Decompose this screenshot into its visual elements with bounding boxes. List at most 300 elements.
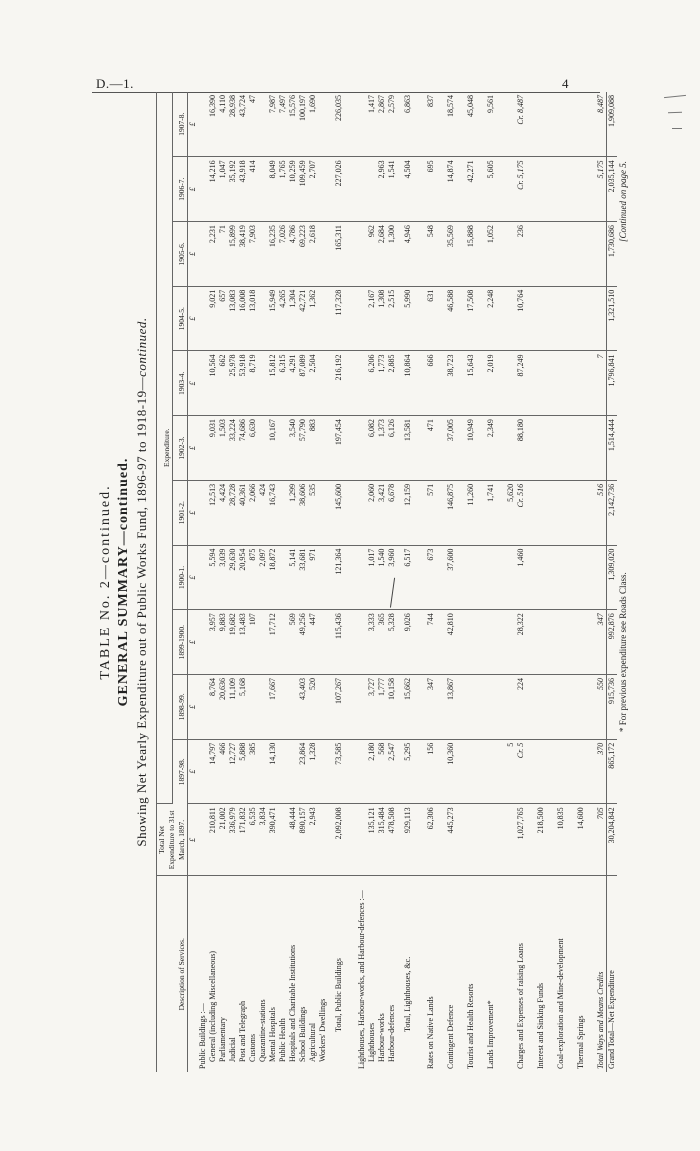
value-cell bbox=[586, 480, 607, 545]
value-text: 2,019 bbox=[486, 354, 495, 373]
value-cell bbox=[496, 222, 526, 287]
value-cell bbox=[298, 92, 308, 157]
column-header-year: 1905-6. bbox=[172, 222, 188, 287]
value-cell bbox=[397, 286, 416, 351]
value-cell bbox=[436, 286, 456, 351]
row-label: Public Buildings :— bbox=[198, 1003, 207, 1069]
value-cell bbox=[198, 157, 208, 222]
value-cell bbox=[288, 674, 298, 739]
value-cell bbox=[298, 222, 308, 287]
value-cell bbox=[248, 804, 258, 876]
unit-cell: £ bbox=[188, 286, 199, 351]
value-cell bbox=[258, 416, 268, 481]
table-row bbox=[436, 92, 456, 1072]
value-text: 227,026 bbox=[334, 160, 343, 187]
value-cell bbox=[607, 674, 618, 739]
value-text: 385 bbox=[248, 742, 257, 755]
value-cell bbox=[198, 92, 208, 157]
table-row bbox=[586, 92, 607, 1072]
value-cell bbox=[416, 416, 436, 481]
row-label: Contingent Defence bbox=[446, 1004, 455, 1069]
value-cell bbox=[318, 804, 328, 876]
value-cell bbox=[298, 674, 308, 739]
value-cell bbox=[328, 286, 347, 351]
value-cell bbox=[228, 480, 238, 545]
value-cell bbox=[387, 222, 397, 287]
value-text: 9,026 bbox=[403, 613, 412, 632]
value-cell bbox=[416, 157, 436, 222]
unit-cell: £ bbox=[188, 545, 199, 610]
value-cell bbox=[416, 286, 436, 351]
value-cell bbox=[456, 351, 476, 416]
unit-row bbox=[188, 92, 199, 1072]
value-cell bbox=[208, 92, 218, 157]
row-label: Coal-exploration and Mine-development bbox=[556, 938, 565, 1069]
footnote-roads: * For previous expenditure see Roads Class. bbox=[618, 572, 628, 732]
value-cell bbox=[377, 286, 387, 351]
value-cell bbox=[308, 674, 318, 739]
value-cell bbox=[298, 351, 308, 416]
value-text: 5,328 bbox=[387, 613, 396, 632]
value-text: 568 bbox=[377, 742, 386, 755]
value-cell bbox=[218, 545, 228, 610]
value-text: 21,002 bbox=[218, 807, 227, 830]
value-text: 37,005 bbox=[446, 419, 455, 442]
value-cell bbox=[416, 480, 436, 545]
value-text: 9,021 bbox=[208, 289, 217, 308]
column-header-year: 1906-7. bbox=[172, 157, 188, 222]
value-cell bbox=[566, 804, 586, 876]
value-cell bbox=[586, 416, 607, 481]
row-label: Charges and Expenses of raising Loans bbox=[516, 943, 525, 1069]
value-text: 1,052 bbox=[486, 225, 495, 244]
value-cell bbox=[208, 286, 218, 351]
value-text: 6,863 bbox=[403, 95, 412, 113]
margin-mark bbox=[668, 112, 682, 113]
value-text: 1,027,765 bbox=[516, 807, 525, 840]
value-text: 115,436 bbox=[334, 613, 343, 639]
value-cell bbox=[347, 92, 367, 157]
value-cell bbox=[288, 286, 298, 351]
value-text: 4,291 bbox=[288, 354, 297, 373]
value-text: 1,741 bbox=[486, 483, 495, 502]
table-row bbox=[278, 92, 288, 1072]
value-cell bbox=[496, 674, 526, 739]
value-text: 929,113 bbox=[403, 807, 412, 834]
value-text: 3,957 bbox=[208, 613, 217, 632]
value-cell bbox=[347, 674, 367, 739]
value-text: 145,600 bbox=[334, 483, 343, 510]
value-cell bbox=[347, 610, 367, 675]
value-text: 466 bbox=[218, 742, 227, 755]
row-label: Thermal Springs bbox=[576, 1015, 585, 1069]
value-cell bbox=[397, 739, 416, 804]
margin-mark bbox=[672, 128, 682, 129]
value-text: 53,918 bbox=[238, 354, 247, 377]
value-cell bbox=[328, 739, 347, 804]
value-cell bbox=[387, 804, 397, 876]
value-text: 550 bbox=[596, 677, 605, 690]
value-cell bbox=[566, 351, 586, 416]
value-cell bbox=[387, 739, 397, 804]
row-label: Harbour-defences bbox=[387, 1004, 396, 1062]
value-text: 12,727 bbox=[228, 742, 237, 765]
table-row bbox=[258, 92, 268, 1072]
value-text: 7,987 bbox=[268, 95, 277, 113]
value-cell bbox=[268, 157, 278, 222]
value-text: 10,864 bbox=[403, 354, 412, 377]
value-cell bbox=[476, 804, 496, 876]
value-text: 1,309,020 bbox=[607, 548, 616, 581]
value-cell bbox=[218, 804, 228, 876]
value-text: 6,082 bbox=[367, 419, 376, 438]
value-cell bbox=[288, 545, 298, 610]
value-text: 100,197 bbox=[298, 95, 307, 121]
value-cell bbox=[318, 157, 328, 222]
table-row bbox=[308, 92, 318, 1072]
value-text: 43,724 bbox=[238, 95, 247, 117]
value-text: 10,360 bbox=[446, 742, 455, 765]
value-cell bbox=[318, 92, 328, 157]
value-text: 13,483 bbox=[238, 613, 247, 636]
value-cell bbox=[228, 92, 238, 157]
value-cell bbox=[586, 222, 607, 287]
value-text: 10,564 bbox=[208, 354, 217, 377]
table-row bbox=[347, 92, 367, 1072]
value-cell bbox=[367, 92, 377, 157]
value-cell bbox=[228, 610, 238, 675]
value-cell bbox=[308, 610, 318, 675]
value-cell bbox=[387, 416, 397, 481]
value-cell bbox=[308, 351, 318, 416]
value-cell bbox=[496, 157, 526, 222]
value-text: 2,231 bbox=[208, 225, 217, 244]
value-text: 1,328 bbox=[308, 742, 317, 761]
value-cell bbox=[526, 222, 546, 287]
value-text: 4,265 bbox=[278, 289, 287, 308]
value-cell bbox=[208, 804, 218, 876]
value-text: 662 bbox=[218, 354, 227, 367]
value-cell bbox=[258, 545, 268, 610]
column-group-expenditure: Expenditure. bbox=[157, 92, 173, 804]
value-cell bbox=[586, 610, 607, 675]
value-cell bbox=[268, 674, 278, 739]
value-text: 2,504 bbox=[308, 354, 317, 373]
value-cell bbox=[436, 351, 456, 416]
value-cell bbox=[208, 480, 218, 545]
value-cell bbox=[607, 351, 618, 416]
value-cell bbox=[238, 804, 248, 876]
value-text: 165,311 bbox=[334, 225, 343, 251]
value-text: 3,333 bbox=[367, 613, 376, 632]
value-cell bbox=[278, 351, 288, 416]
value-text: 631 bbox=[426, 289, 435, 302]
value-cell bbox=[318, 545, 328, 610]
value-cell bbox=[476, 222, 496, 287]
value-text: 2,867 bbox=[377, 95, 386, 113]
value-text: 3,421 bbox=[377, 483, 386, 502]
value-text: 4,424 bbox=[218, 483, 227, 502]
value-cell bbox=[436, 222, 456, 287]
value-text: 14,216 bbox=[208, 160, 217, 183]
unit-cell: £ bbox=[188, 480, 199, 545]
value-cell bbox=[238, 674, 248, 739]
value-text: 1,909,088 bbox=[607, 95, 616, 127]
value-text: 14,600 bbox=[576, 807, 585, 830]
value-cell bbox=[208, 739, 218, 804]
column-header-year: 1898-99. bbox=[172, 674, 188, 739]
value-cell bbox=[218, 416, 228, 481]
value-text: 23,864 bbox=[298, 742, 307, 765]
value-cell bbox=[476, 157, 496, 222]
value-cell bbox=[397, 416, 416, 481]
summary-title: GENERAL SUMMARY—continued. bbox=[116, 457, 131, 707]
value-cell bbox=[586, 674, 607, 739]
value-cell bbox=[546, 92, 566, 157]
value-text: 315,484 bbox=[377, 807, 386, 834]
value-cell bbox=[248, 222, 258, 287]
table-body bbox=[188, 92, 618, 1072]
value-cell bbox=[456, 286, 476, 351]
value-cell bbox=[526, 157, 546, 222]
value-cell bbox=[248, 739, 258, 804]
value-cell bbox=[258, 351, 268, 416]
value-cell bbox=[397, 157, 416, 222]
value-cell bbox=[367, 674, 377, 739]
value-text: 171,832 bbox=[238, 807, 247, 834]
row-label: Quarantine-stations bbox=[258, 999, 267, 1062]
value-text: 2,097 bbox=[258, 548, 267, 567]
value-cell bbox=[377, 610, 387, 675]
value-text: 20,954 bbox=[238, 548, 247, 571]
value-text: 28,938 bbox=[228, 95, 237, 117]
row-label: General (including Miscellaneous) bbox=[208, 950, 217, 1062]
row-label: Hospitals and Charitable Institutions bbox=[288, 944, 297, 1062]
value-text: 87,249 bbox=[516, 354, 525, 377]
value-text: 18,872 bbox=[268, 548, 277, 571]
value-cell bbox=[496, 545, 526, 610]
unit-cell: £ bbox=[188, 804, 199, 876]
value-cell bbox=[228, 286, 238, 351]
value-cell bbox=[436, 545, 456, 610]
row-label: Judicial bbox=[228, 1037, 237, 1062]
value-text: 5,620 bbox=[506, 483, 515, 502]
value-cell bbox=[586, 157, 607, 222]
column-header-year: 1901-2. bbox=[172, 480, 188, 545]
value-cell bbox=[526, 351, 546, 416]
value-text: 2,248 bbox=[486, 289, 495, 308]
value-cell bbox=[298, 480, 308, 545]
value-text: 657 bbox=[218, 289, 227, 302]
value-cell bbox=[258, 739, 268, 804]
value-cell bbox=[526, 92, 546, 157]
value-text: 11,260 bbox=[466, 483, 475, 506]
unit-cell: £ bbox=[188, 222, 199, 287]
value-cell bbox=[347, 804, 367, 876]
value-cell bbox=[526, 286, 546, 351]
value-cell bbox=[218, 351, 228, 416]
value-text: 6,535 bbox=[248, 807, 257, 826]
value-cell bbox=[347, 157, 367, 222]
column-header-year: 1902-3. bbox=[172, 416, 188, 481]
value-text: 46,588 bbox=[446, 289, 455, 312]
value-cell bbox=[436, 674, 456, 739]
value-text: 4,786 bbox=[288, 225, 297, 244]
value-cell bbox=[416, 610, 436, 675]
value-text: 5,175 bbox=[596, 160, 605, 179]
value-text: 20,636 bbox=[218, 677, 227, 700]
table-row bbox=[208, 92, 218, 1072]
value-cell bbox=[367, 157, 377, 222]
value-cell bbox=[546, 157, 566, 222]
value-text: 447 bbox=[308, 613, 317, 626]
column-header-year: 1903-4. bbox=[172, 351, 188, 416]
value-cell bbox=[496, 92, 526, 157]
value-cell bbox=[397, 351, 416, 416]
value-cell bbox=[328, 804, 347, 876]
unit-cell: £ bbox=[188, 674, 199, 739]
table-subtitle bbox=[134, 92, 150, 1072]
value-text: 1,308 bbox=[377, 289, 386, 308]
value-cell bbox=[566, 92, 586, 157]
value-cell bbox=[496, 286, 526, 351]
value-cell bbox=[347, 286, 367, 351]
value-text: Cr. 8,487 bbox=[516, 95, 525, 125]
value-cell bbox=[318, 739, 328, 804]
value-text: 2,180 bbox=[367, 742, 376, 761]
value-cell bbox=[208, 674, 218, 739]
value-cell bbox=[198, 804, 208, 876]
value-cell bbox=[248, 351, 258, 416]
value-cell bbox=[456, 480, 476, 545]
value-text: 236 bbox=[516, 225, 525, 238]
value-cell bbox=[397, 480, 416, 545]
value-text: 74,686 bbox=[238, 419, 247, 442]
value-text: 25,978 bbox=[228, 354, 237, 377]
value-cell bbox=[526, 674, 546, 739]
value-cell bbox=[328, 416, 347, 481]
value-cell bbox=[526, 416, 546, 481]
value-text: 42,721 bbox=[298, 289, 307, 312]
value-cell bbox=[198, 480, 208, 545]
value-cell bbox=[566, 222, 586, 287]
table-row bbox=[387, 92, 397, 1072]
value-cell bbox=[238, 157, 248, 222]
value-cell bbox=[436, 610, 456, 675]
value-cell bbox=[238, 480, 248, 545]
value-cell bbox=[278, 222, 288, 287]
value-cell bbox=[456, 416, 476, 481]
value-cell bbox=[387, 157, 397, 222]
value-text: 28,728 bbox=[228, 483, 237, 506]
value-text: 3,960 bbox=[387, 548, 396, 567]
value-cell bbox=[476, 286, 496, 351]
table-row bbox=[546, 92, 566, 1072]
value-text: 347 bbox=[426, 677, 435, 690]
value-cell bbox=[367, 804, 377, 876]
value-cell bbox=[367, 286, 377, 351]
value-text: 673 bbox=[426, 548, 435, 561]
value-cell bbox=[526, 480, 546, 545]
value-text: 88,180 bbox=[516, 419, 525, 442]
value-text: 2,618 bbox=[308, 225, 317, 244]
value-text: 2,035,144 bbox=[607, 160, 616, 193]
row-label: Public Health bbox=[278, 1018, 287, 1062]
value-text: 33,224 bbox=[228, 419, 237, 442]
value-cell bbox=[268, 351, 278, 416]
value-text: 224 bbox=[516, 677, 525, 690]
value-text: 16,390 bbox=[208, 95, 217, 117]
subtitle-continued: continued. bbox=[134, 317, 149, 377]
value-cell bbox=[198, 545, 208, 610]
value-cell bbox=[436, 804, 456, 876]
value-cell bbox=[288, 739, 298, 804]
value-text: 3,834 bbox=[258, 807, 267, 826]
value-text: 2,066 bbox=[248, 483, 257, 502]
value-cell bbox=[248, 545, 258, 610]
value-text: 883 bbox=[308, 419, 317, 432]
table-row bbox=[318, 92, 328, 1072]
value-text: 516 bbox=[596, 483, 605, 496]
value-cell bbox=[476, 674, 496, 739]
value-text: 5,295 bbox=[403, 742, 412, 761]
table-row bbox=[268, 92, 278, 1072]
value-text: 1,321,510 bbox=[607, 289, 616, 322]
value-cell bbox=[607, 804, 618, 876]
value-cell bbox=[476, 739, 496, 804]
value-cell bbox=[566, 545, 586, 610]
value-text: 1,540 bbox=[377, 548, 386, 567]
value-cell bbox=[318, 416, 328, 481]
column-header-total: Total Net Expenditure to 31st March, 1897. bbox=[157, 804, 188, 876]
value-cell bbox=[288, 480, 298, 545]
value-cell bbox=[566, 286, 586, 351]
value-text: 17,712 bbox=[268, 613, 277, 636]
value-cell bbox=[218, 157, 228, 222]
value-text: 10,835 bbox=[556, 807, 565, 830]
value-cell bbox=[278, 480, 288, 545]
value-text: 1,373 bbox=[377, 419, 386, 438]
value-text: 569 bbox=[288, 613, 297, 626]
value-text: 42,271 bbox=[466, 160, 475, 183]
table-row bbox=[397, 92, 416, 1072]
table-row bbox=[566, 92, 586, 1072]
value-cell bbox=[496, 804, 526, 876]
value-cell bbox=[278, 286, 288, 351]
value-text: 837 bbox=[426, 95, 435, 107]
table-row bbox=[298, 92, 308, 1072]
value-text: 156 bbox=[426, 742, 435, 755]
value-text: 49,256 bbox=[298, 613, 307, 636]
value-text: 4,504 bbox=[403, 160, 412, 179]
value-cell bbox=[318, 351, 328, 416]
value-cell bbox=[367, 610, 377, 675]
value-cell bbox=[377, 739, 387, 804]
value-text: 5,605 bbox=[486, 160, 495, 179]
value-cell bbox=[278, 739, 288, 804]
value-cell bbox=[416, 545, 436, 610]
value-cell bbox=[496, 480, 526, 545]
value-text: 15,888 bbox=[466, 225, 475, 248]
value-text: 5,141 bbox=[288, 548, 297, 567]
value-cell bbox=[208, 545, 218, 610]
value-cell bbox=[248, 416, 258, 481]
value-cell bbox=[377, 92, 387, 157]
value-cell bbox=[198, 286, 208, 351]
value-cell bbox=[238, 416, 248, 481]
value-text: 1,300 bbox=[387, 225, 396, 244]
value-cell bbox=[496, 739, 526, 804]
